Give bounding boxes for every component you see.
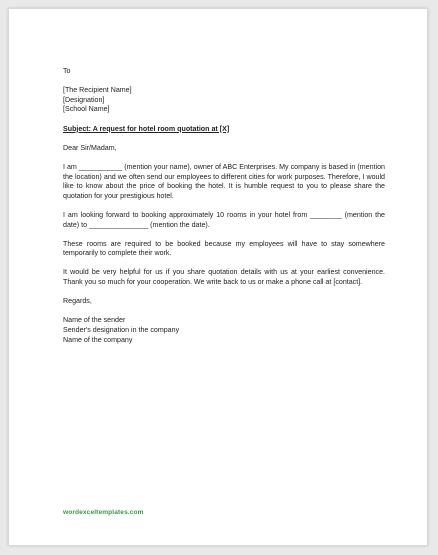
website-watermark: wordexceltemplates.com bbox=[63, 509, 144, 516]
document-page bbox=[8, 8, 428, 546]
recipient-school: [School Name] bbox=[63, 105, 110, 114]
paragraph-intro: I am ___________ (mention your name), owner of ABC Enterprises. My company is based in (mention the location) and we often send our employees to different cities for work purposes. Therefore, I would like to know about the price of booking the hotel. It is humble request to you to please share the quotation for your prestigious hotel. bbox=[63, 162, 385, 200]
letter-body bbox=[63, 67, 385, 355]
sender-designation: Sender's designation in the company bbox=[63, 326, 180, 335]
paragraph-booking: I am looking forward to booking approximately 10 rooms in your hotel from ________ (mention the date) to _______________ (mention the date). bbox=[63, 210, 385, 229]
to-line: To bbox=[63, 67, 71, 75]
paragraph-reason: These rooms are required to be booked because my employees will have to stay somewhere temporarily to complete their work. bbox=[63, 239, 385, 258]
sender-company: Name of the company bbox=[63, 335, 133, 344]
recipient-designation: [Designation] bbox=[63, 95, 105, 104]
recipient-name: [The Recipient Name] bbox=[63, 86, 132, 95]
salutation: Dear Sir/Madam, bbox=[63, 143, 117, 152]
subject-line: Subject: A request for hotel room quotation at [X] bbox=[63, 124, 230, 133]
sender-name: Name of the sender bbox=[63, 316, 126, 325]
paragraph-request: It would be very helpful for us if you share quotation details with us at your earliest convenience. Thank you so much for your cooperation. We write back to us or make a phone call at [contact]. bbox=[63, 268, 385, 287]
sender-block bbox=[63, 316, 385, 345]
closing: Regards, bbox=[63, 297, 92, 306]
recipient-block bbox=[63, 86, 385, 115]
